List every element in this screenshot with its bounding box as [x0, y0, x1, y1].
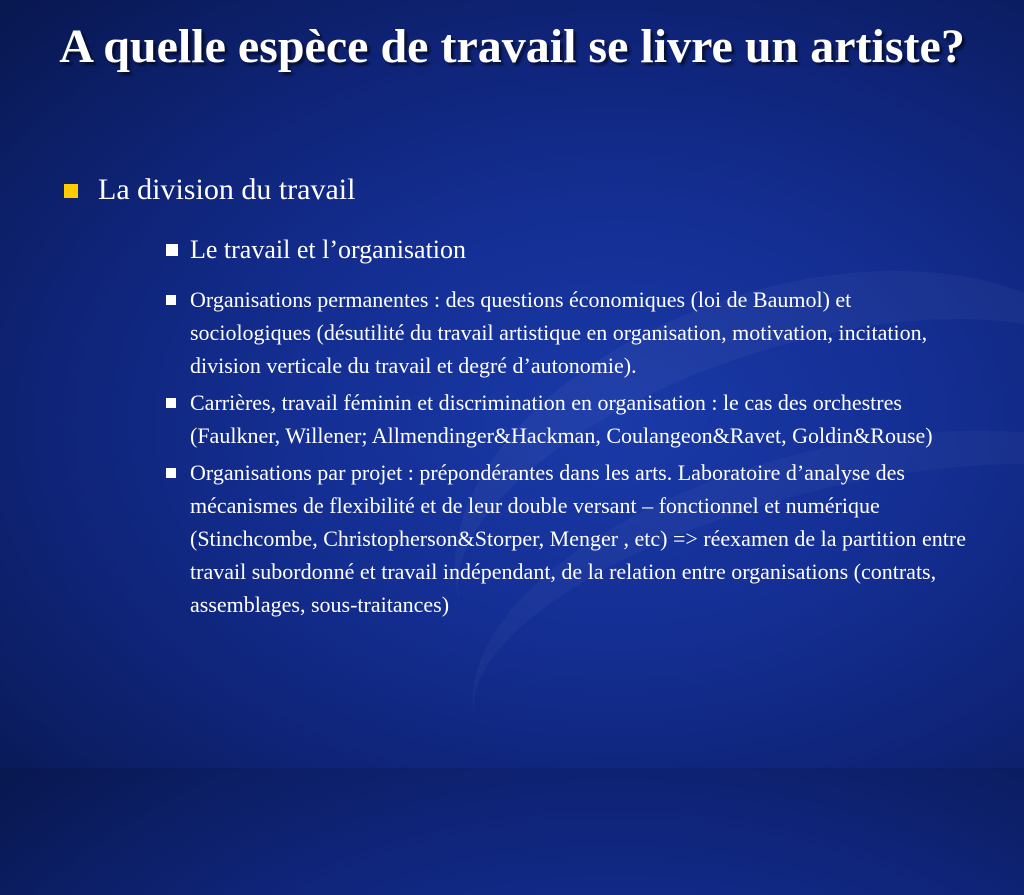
bullet-level2 [166, 234, 466, 266]
slide-title: A quelle espèce de travail se livre un artiste? [59, 20, 965, 73]
bullet-list [166, 283, 966, 625]
bullet-level1 [64, 172, 355, 208]
list-item [166, 386, 966, 452]
list-item [166, 456, 966, 621]
square-bullet-icon [166, 295, 176, 305]
square-bullet-icon [166, 398, 176, 408]
bullet-level2-text: Le travail et l’organisation [190, 235, 467, 264]
list-item-text: Organisations par projet : prépondérantes dans les arts. Laboratoire d’analyse des mécanismes de flexibilité et de leur double versant – fonctionnel et numérique (Stinchcombe, Christopherson&Storper, Menger , etc) => réexamen de la partition entre travail subordonné et travail indépendant, de la relation entre organisations (contrats, assemblages, sous-traitances) [190, 460, 966, 617]
square-bullet-icon [166, 468, 176, 478]
bullet-level1-text: La division du travail [98, 173, 356, 206]
list-item [166, 283, 966, 382]
square-bullet-icon [64, 184, 78, 198]
list-item-text: Organisations permanentes : des questions économiques (loi de Baumol) et sociologiques (désutilité du travail artistique en organisation, motivation, incitation, division verticale du travail et degré d’autonomie). [190, 287, 928, 378]
square-bullet-icon [166, 244, 178, 256]
list-item-text: Carrières, travail féminin et discrimination en organisation : le cas des orchestres (Faulkner, Willener; Allmendinger&Hackman, Coulangeon&Ravet, Goldin&Rouse) [190, 390, 933, 448]
